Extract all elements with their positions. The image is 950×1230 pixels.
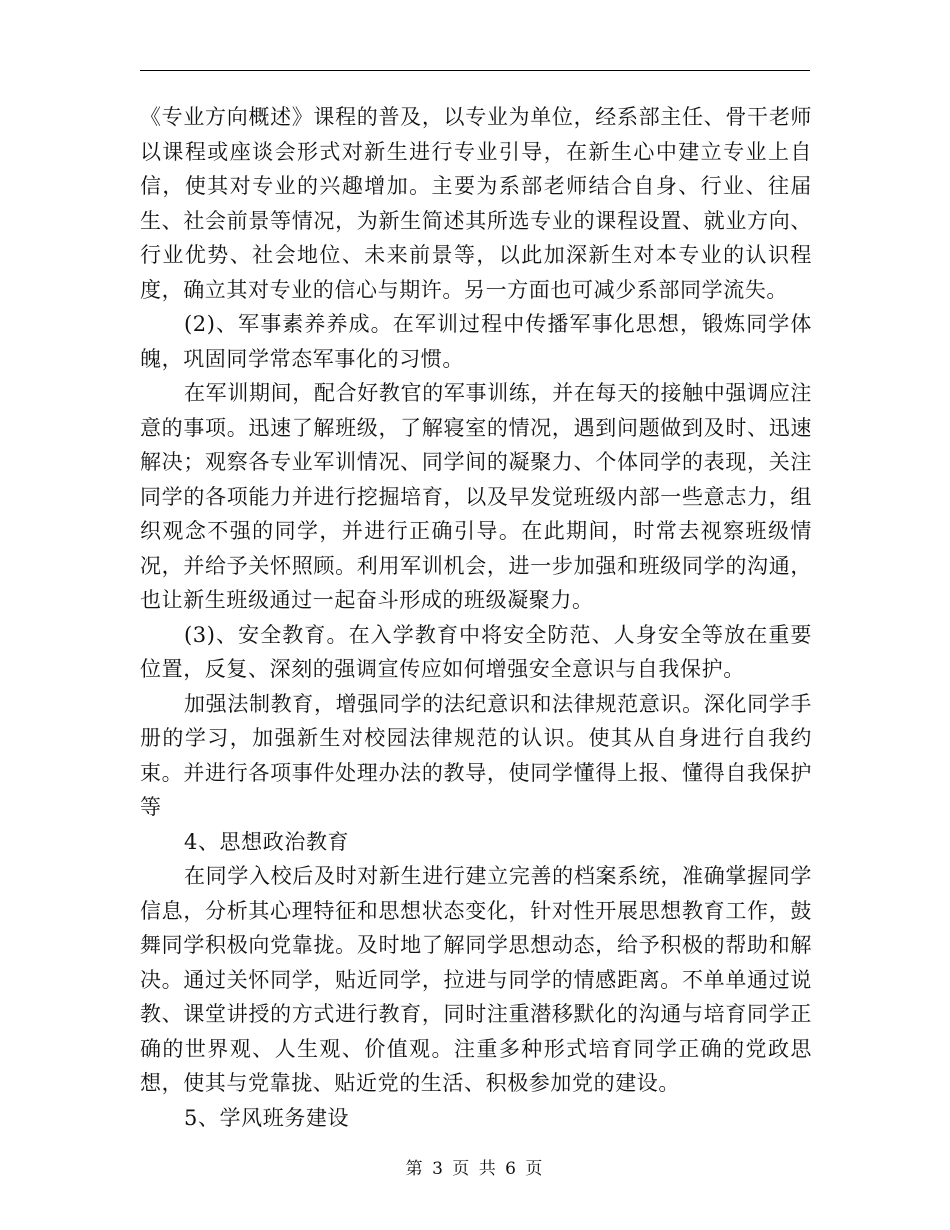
paragraph-1: 《专业方向概述》课程的普及，以专业为单位，经系部主任、骨干老师以课程或座谈会形式对新生进行专业引导，在新生心中建立专业上自信，使其对专业的兴趣增加。主要为系部老师结合自身、行业、往届生、社会前景等情况，为新生简述其所选专业的课程设置、就业方向、行业优势、社会地位、未来前景等，以此加深新生对本专业的认识程度，确立其对专业的信心与期许。另一方面也可减少系部同学流失。 — [140, 105, 812, 302]
paragraph-2: (2)、军事素养养成。在军训过程中传播军事化思想，锻炼同学体魄，巩固同学常态军事化的习惯。 — [140, 312, 812, 371]
section-heading-4: 4、思想政治教育 — [184, 829, 350, 854]
paragraph-5: 加强法制教育，增强同学的法纪意识和法律规范意识。深化同学手册的学习，加强新生对校园法律规范的认识。使其从自身进行自我约束。并进行各项事件处理办法的教导，使同学懂得上报、懂得自我保护等 — [140, 691, 812, 819]
page-number-footer: 第 3 页 共 6 页 — [405, 1159, 545, 1179]
section-heading-5: 5、学风班务建设 — [184, 1105, 350, 1130]
paragraph-4: (3)、安全教育。在入学教育中将安全防范、人身安全等放在重要位置，反复、深刻的强调宣传应如何增强安全意识与自我保护。 — [140, 622, 812, 681]
paragraph-3: 在军训期间，配合好教官的军事训练，并在每天的接触中强调应注意的事项。迅速了解班级，了解寝室的情况，遇到问题做到及时、迅速解决；观察各专业军训情况、同学间的凝聚力、个体同学的表现，关注同学的各项能力并进行挖掘培育，以及早发觉班级内部一些意志力，组织观念不强的同学，并进行正确引导。在此期间，时常去视察班级情况，并给予关怀照顾。利用军训机会，进一步加强和班级同学的沟通，也让新生班级通过一起奋斗形成的班级凝聚力。 — [140, 381, 812, 612]
document-body — [140, 100, 812, 1135]
header-rule — [140, 70, 810, 71]
paragraph-7: 在同学入校后及时对新生进行建立完善的档案系统，准确掌握同学信息，分析其心理特征和思想状态变化，针对性开展思想教育工作，鼓舞同学积极向党靠拢。及时地了解同学思想动态，给予积极的帮助和解决。通过关怀同学，贴近同学，拉进与同学的情感距离。不单单通过说教、课堂讲授的方式进行教育，同时注重潜移默化的沟通与培育同学正确的世界观、人生观、价值观。注重多种形式培育同学正确的党政思想，使其与党靠拢、贴近党的生活、积极参加党的建设。 — [140, 864, 812, 1095]
